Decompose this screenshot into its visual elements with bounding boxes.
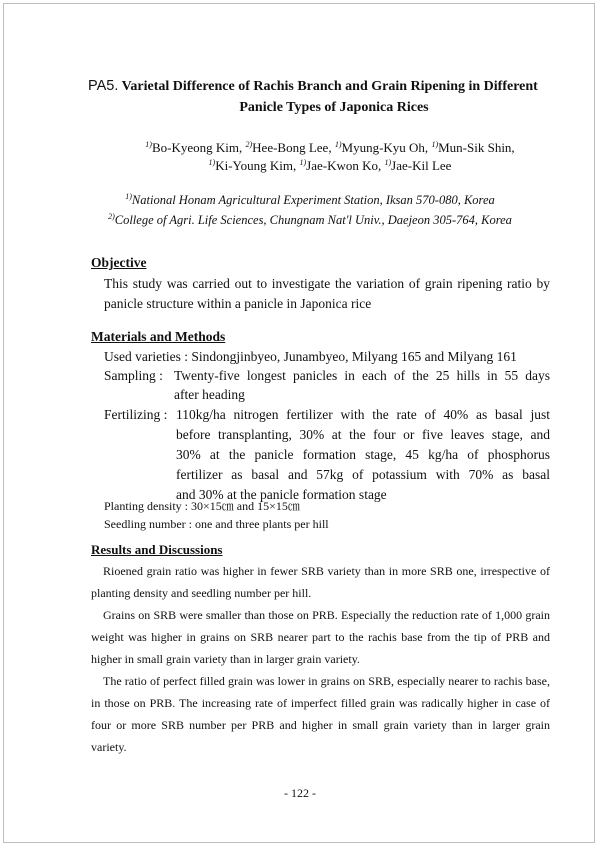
- author-name: Jae-Kwon Ko,: [306, 158, 382, 173]
- varieties-text: Sindongjinbyeo, Junambyeo, Milyang 165 and Milyang 161: [191, 349, 517, 364]
- fertilizing-line: 30% at the panicle formation stage, 45 kg/ha of phosphorus: [176, 447, 550, 462]
- title-line-1: Varietal Difference of Rachis Branch and Grain Ripening in Different: [121, 79, 538, 94]
- results-paragraph: Grains on SRB were smaller than those on PRB. Especially the reduction rate of 1,000 grain weight was higher in grains on SRB nearer part to the rachis base from the tip of PRB and higher in small grain variety than in larger grain variety.: [91, 608, 550, 666]
- methods-heading: Materials and Methods: [91, 329, 226, 344]
- seedling-number: Seedling number : one and three plants per hill: [104, 517, 329, 531]
- affil-mark: 2): [108, 212, 115, 221]
- author-name: Myung-Kyu Oh,: [341, 140, 429, 155]
- results-body: [91, 560, 550, 758]
- varieties-label: Used varieties :: [104, 349, 188, 364]
- sampling-label: Sampling :: [104, 368, 163, 383]
- authors-line-2: [100, 157, 560, 175]
- sampling-line-2: after heading: [174, 387, 245, 402]
- fertilizing-label: Fertilizing :: [104, 407, 168, 422]
- results-heading: Results and Discussions: [91, 542, 223, 557]
- affiliation-1: [60, 190, 560, 210]
- title-line-2: Panicle Types of Japonica Rices: [239, 100, 429, 115]
- affiliation-2: [60, 210, 560, 230]
- author-affil-mark: 1): [384, 158, 392, 167]
- author-affil-mark: 1): [299, 158, 307, 167]
- varieties-row: [104, 347, 517, 367]
- author-affil-mark: 1): [208, 158, 216, 167]
- author-affil-mark: 1): [145, 140, 152, 149]
- results-paragraph: Rioened grain ratio was higher in fewer SRB variety than in more SRB one, irrespective of planting density and seedling number per hill.: [91, 564, 550, 600]
- author-affil-mark: 1): [334, 140, 342, 149]
- sampling-line-1: Twenty-five longest panicles in each of the 25 hills in 55 days: [174, 368, 550, 383]
- author-name: Mun-Sik Shin,: [438, 140, 515, 155]
- authors-line-1: [100, 139, 560, 157]
- fertilizing-line: before transplanting, 30% at the four or five leaves stage, and: [176, 427, 550, 442]
- fertilizing-line: 110kg/ha nitrogen fertilizer with the rate of 40% as basal just: [176, 407, 550, 422]
- affil-mark: 1): [125, 192, 132, 201]
- page-number: - 122 -: [284, 786, 316, 800]
- authors: [100, 139, 560, 175]
- paper-title: [88, 76, 558, 118]
- abstract-code: PA5.: [88, 78, 119, 94]
- author-name: Jae-Kil Lee: [391, 158, 452, 173]
- planting-density: Planting density : 30×15㎝ and 15×15㎝: [104, 499, 300, 513]
- fertilizing-line: and 30% at the panicle formation stage: [176, 487, 387, 502]
- affiliation-text: National Honam Agricultural Experiment Station, Iksan 570-080, Korea: [131, 193, 495, 207]
- author-name: Hee-Bong Lee,: [252, 140, 332, 155]
- author-affil-mark: 1): [431, 140, 439, 149]
- objective-text: This study was carried out to investigate the variation of grain ripening ratio by panicle structure within a panicle in Japonica rice: [104, 276, 550, 311]
- affiliations: [60, 190, 560, 230]
- affiliation-text: College of Agri. Life Sciences, Chungnam Nat'l Univ., Daejeon 305-764, Korea: [114, 213, 512, 227]
- objective-heading: Objective: [91, 255, 147, 270]
- results-paragraph: The ratio of perfect filled grain was lower in grains on SRB, especially nearer to rachis base, in those on PRB. The increasing rate of imperfect filled grain was radically higher in case of four or more SRB number per PRB and higher in small grain variety than in larger grain variety.: [91, 674, 550, 754]
- author-affil-mark: 2): [245, 140, 253, 149]
- author-name: Bo-Kyeong Kim,: [151, 140, 243, 155]
- author-name: Ki-Young Kim,: [215, 158, 297, 173]
- fertilizing-line: fertilizer as basal and 57kg of potassium with 70% as basal: [176, 467, 550, 482]
